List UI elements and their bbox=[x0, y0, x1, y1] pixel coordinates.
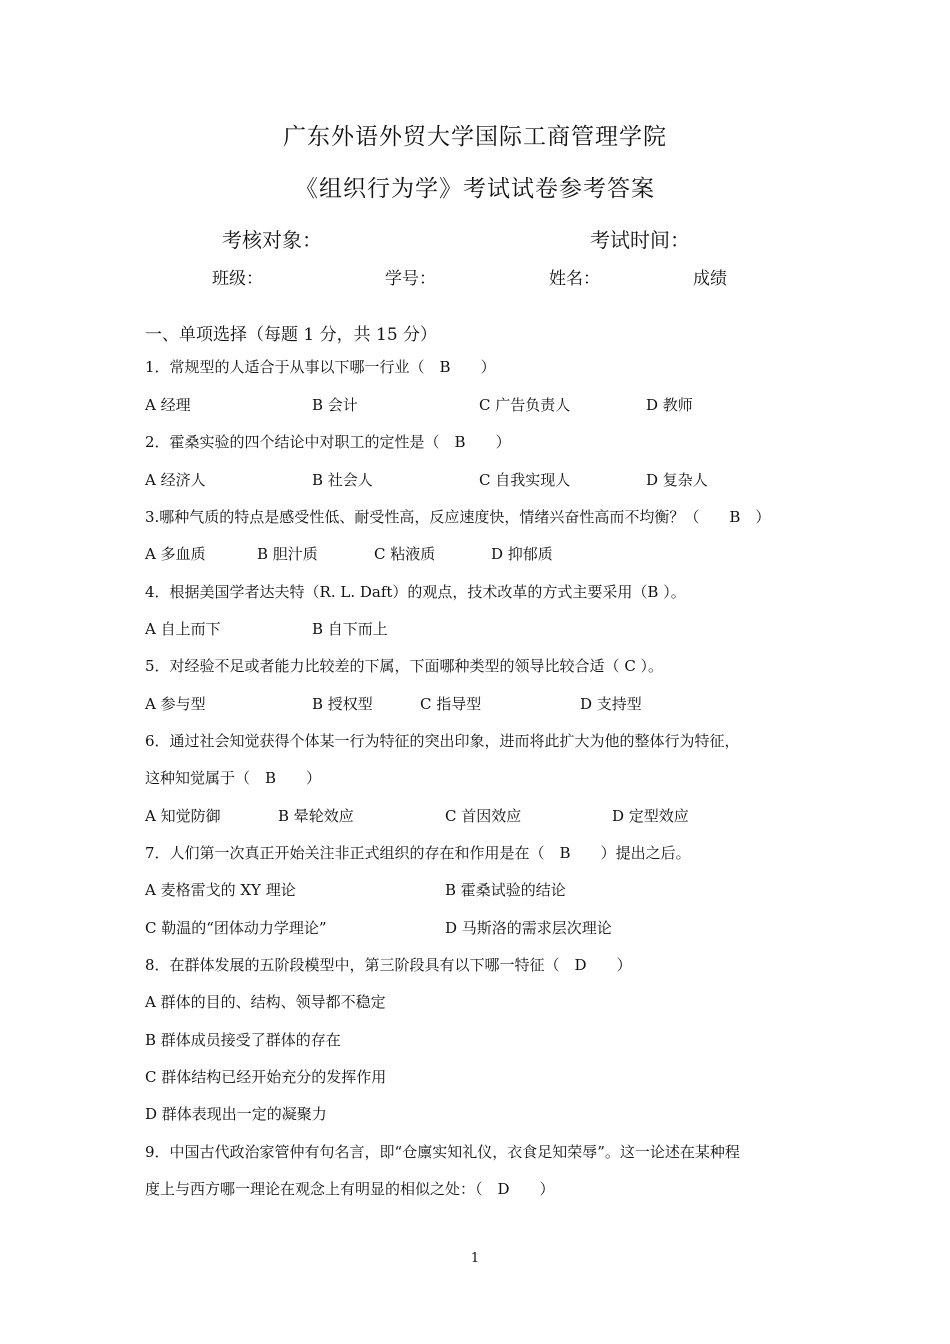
question-8-option-a: A 群体的目的、结构、领导都不稳定 bbox=[145, 993, 386, 1011]
question-4-option-b: B 自下而上 bbox=[312, 620, 388, 638]
question-6-option-c: C 首因效应 bbox=[445, 807, 522, 825]
question-3-option-c: C 粘液质 bbox=[374, 545, 436, 563]
question-4-option-a: A 自上而下 bbox=[145, 620, 221, 638]
question-5-text: 5．对经验不足或者能力比较差的下属，下面哪种类型的领导比较合适（ C ）。 bbox=[145, 657, 664, 675]
question-2-text: 2．霍桑实验的四个结论中对职工的定性是（ B ） bbox=[145, 433, 511, 451]
question-3-option-d: D 抑郁质 bbox=[491, 545, 553, 563]
question-3-option-a: A 多血质 bbox=[145, 545, 206, 563]
question-7-text: 7．人们第一次真正开始关注非正式组织的存在和作用是在（ B ）提出之后。 bbox=[145, 844, 691, 862]
question-6-option-a: A 知觉防御 bbox=[145, 807, 221, 825]
question-8-text: 8．在群体发展的五阶段模型中，第三阶段具有以下哪一特征（ D ） bbox=[145, 956, 632, 974]
question-6-option-d: D 定型效应 bbox=[612, 807, 689, 825]
exam-time-label: 考试时间： bbox=[590, 228, 690, 252]
exam-title: 《组织行为学》考试试卷参考答案 bbox=[295, 176, 655, 202]
question-7-option-b: B 霍桑试验的结论 bbox=[445, 881, 566, 899]
page-number: 1 bbox=[470, 1251, 480, 1266]
question-3-text: 3.哪种气质的特点是感受性低、耐受性高，反应速度快，情绪兴奋性高而不均衡？（ B ） bbox=[145, 508, 771, 526]
question-7-option-a: A 麦格雷戈的 XY 理论 bbox=[145, 881, 296, 899]
section-heading: 一、单项选择（每题 1 分，共 15 分） bbox=[145, 325, 438, 345]
university-title: 广东外语外贸大学国际工商管理学院 bbox=[283, 124, 667, 150]
question-4-text: 4．根据美国学者达夫特（R. L. Daft）的观点，技术改革的方式主要采用（B ）。 bbox=[145, 583, 686, 601]
question-5-option-b: B 授权型 bbox=[312, 695, 373, 713]
question-2-option-d: D 复杂人 bbox=[646, 471, 708, 489]
question-5-option-a: A 参与型 bbox=[145, 695, 206, 713]
question-9-text-line-2: 度上与西方哪一理论在观念上有明显的相似之处：（ D ） bbox=[145, 1180, 555, 1198]
question-3-option-b: B 胆汁质 bbox=[257, 545, 318, 563]
question-1-option-b: B 会计 bbox=[312, 396, 358, 414]
name-field-label: 姓名： bbox=[549, 269, 600, 289]
question-7-option-d: D 马斯洛的需求层次理论 bbox=[445, 919, 612, 937]
question-8-option-d: D 群体表现出一定的凝聚力 bbox=[145, 1105, 327, 1123]
question-6-text-line-1: 6．通过社会知觉获得个体某一行为特征的突出印象，进而将此扩大为他的整体行为特征， bbox=[145, 732, 740, 750]
question-7-option-c: C 勒温的“团体动力学理论” bbox=[145, 919, 327, 937]
question-2-option-b: B 社会人 bbox=[312, 471, 373, 489]
class-field-label: 班级： bbox=[212, 269, 263, 289]
student-id-field-label: 学号： bbox=[385, 269, 436, 289]
question-1-option-d: D 教师 bbox=[646, 396, 693, 414]
question-1-text: 1．常规型的人适合于从事以下哪一行业（ B ） bbox=[145, 358, 496, 376]
question-1-option-c: C 广告负责人 bbox=[479, 396, 571, 414]
question-9-text-line-1: 9．中国古代政治家管仲有句名言，即“仓廪实知礼仪，衣食足知荣辱”。这一论述在某种程 bbox=[145, 1143, 740, 1161]
question-2-option-a: A 经济人 bbox=[145, 471, 206, 489]
question-2-option-c: C 自我实现人 bbox=[479, 471, 571, 489]
score-field-label: 成绩 bbox=[693, 269, 727, 289]
exam-target-label: 考核对象： bbox=[222, 228, 322, 252]
question-8-option-c: C 群体结构已经开始充分的发挥作用 bbox=[145, 1068, 387, 1086]
question-1-option-a: A 经理 bbox=[145, 396, 191, 414]
question-6-option-b: B 晕轮效应 bbox=[278, 807, 354, 825]
question-5-option-c: C 指导型 bbox=[420, 695, 482, 713]
question-6-text-line-2: 这种知觉属于（ B ） bbox=[145, 769, 322, 787]
question-8-option-b: B 群体成员接受了群体的存在 bbox=[145, 1031, 341, 1049]
question-5-option-d: D 支持型 bbox=[580, 695, 642, 713]
